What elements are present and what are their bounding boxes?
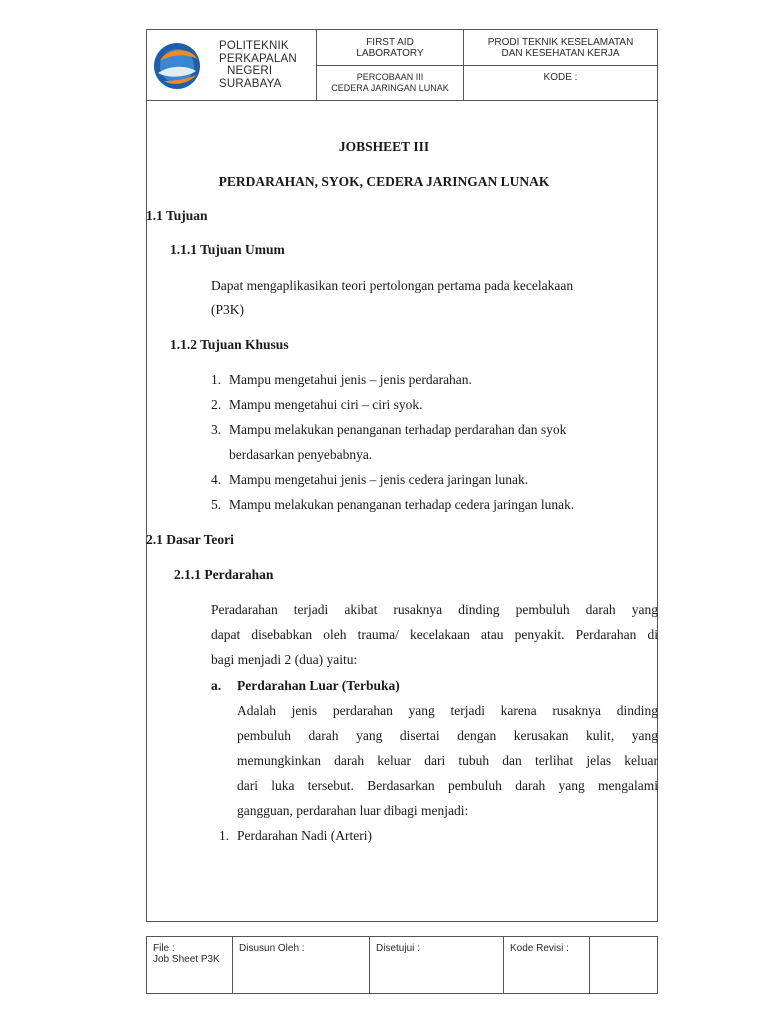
subsection-heading: 1.1.1 Tujuan Umum — [170, 242, 285, 257]
list-item-text: berdasarkan penyebabnya. — [229, 447, 373, 462]
tujuan-umum-line: (P3K) — [211, 302, 244, 317]
section-heading: 1.1 Tujuan — [146, 208, 208, 223]
percobaan-line: CEDERA JARINGAN LUNAK — [331, 83, 449, 93]
percobaan-line: PERCOBAAN III — [356, 72, 424, 82]
institution-logo-icon — [152, 41, 202, 91]
sublist-title: Perdarahan Luar (Terbuka) — [237, 678, 400, 693]
sublist-paragraph-line: memungkinkan darah keluar dari tubuh dan terlihat jelas keluar — [237, 753, 658, 768]
footer-disusun-cell — [233, 937, 370, 993]
list-item-text: Mampu melakukan penanganan terhadap cedera jaringan lunak. — [229, 497, 575, 512]
percobaan-cell — [317, 66, 464, 100]
list-item-number: 5. — [211, 497, 222, 512]
sublist-label: a. — [211, 678, 222, 693]
paragraph-line: dapat disebabkan oleh trauma/ kecelakaan atau penyakit. Perdarahan di — [211, 627, 658, 642]
section-heading: 2.1 Dasar Teori — [146, 532, 234, 547]
lab-line: LABORATORY — [356, 47, 424, 59]
paragraph-line: bagi menjadi 2 (dua) yaitu: — [211, 652, 358, 667]
org-line: SURABAYA — [219, 77, 282, 90]
list-item-number: 4. — [211, 472, 222, 487]
footer-file-label: File : — [153, 943, 175, 954]
org-line: NEGERI — [227, 65, 273, 77]
document-subtitle: PERDARAHAN, SYOK, CEDERA JARINGAN LUNAK — [218, 174, 550, 189]
subsection-heading: 1.1.2 Tujuan Khusus — [170, 337, 289, 352]
prodi-line: DAN KESEHATAN KERJA — [501, 47, 620, 59]
footer-file-value: Job Sheet P3K — [153, 954, 220, 965]
list-item-text: Perdarahan Nadi (Arteri) — [237, 828, 372, 843]
institution-name — [219, 40, 297, 90]
list-item-number: 1. — [211, 372, 222, 387]
footer-kode-revisi-label: Kode Revisi : — [510, 943, 569, 954]
footer-kode-revisi-cell — [504, 937, 590, 993]
tujuan-umum-line: Dapat mengaplikasikan teori pertolongan pertama pada kecelakaan — [211, 278, 574, 293]
sublist-paragraph-line: pembuluh darah yang disertai dengan kerusakan kulit, yang — [237, 728, 658, 743]
lab-line: FIRST AID — [366, 36, 414, 48]
prodi-line: PRODI TEKNIK KESELAMATAN — [487, 36, 634, 48]
footer-disusun-label: Disusun Oleh : — [239, 943, 305, 954]
list-item-text: Mampu mengetahui ciri – ciri syok. — [229, 397, 423, 412]
list-item-number: 2. — [211, 397, 222, 412]
footer-disetujui-cell — [370, 937, 504, 993]
footer-file-cell — [147, 937, 233, 993]
paragraph-line: Peradarahan terjadi akibat rusaknya dinding pembuluh darah yang — [211, 602, 658, 617]
org-line: POLITEKNIK — [219, 40, 289, 52]
list-item-text: Mampu mengetahui jenis – jenis cedera jaringan lunak. — [229, 472, 529, 487]
document-footer — [146, 936, 658, 994]
sublist-paragraph-line: dari luka tersebut. Berdasarkan pembuluh darah yang mengalami — [237, 778, 658, 793]
sublist-paragraph-line: Adalah jenis perdarahan yang terjadi karena rusaknya dinding — [237, 703, 658, 718]
footer-disetujui-label: Disetujui : — [376, 943, 420, 954]
logo-cell — [147, 30, 317, 100]
footer-empty-cell — [590, 937, 657, 993]
kode-cell — [464, 66, 657, 100]
list-item-number: 3. — [211, 422, 222, 437]
document-header — [146, 29, 658, 101]
org-line: PERKAPALAN — [219, 52, 297, 65]
subsection-heading: 2.1.1 Perdarahan — [174, 567, 274, 582]
sublist-paragraph-line: gangguan, perdarahan luar dibagi menjadi: — [237, 803, 469, 818]
document-title: JOBSHEET III — [338, 139, 430, 154]
list-item-text: Mampu melakukan penanganan terhadap perdarahan dan syok — [229, 422, 567, 437]
kode-label: KODE : — [543, 72, 578, 83]
lab-name-cell — [317, 30, 464, 66]
list-item-text: Mampu mengetahui jenis – jenis perdarahan. — [229, 372, 472, 387]
list-item-number: 1. — [219, 828, 230, 843]
prodi-cell — [464, 30, 657, 66]
